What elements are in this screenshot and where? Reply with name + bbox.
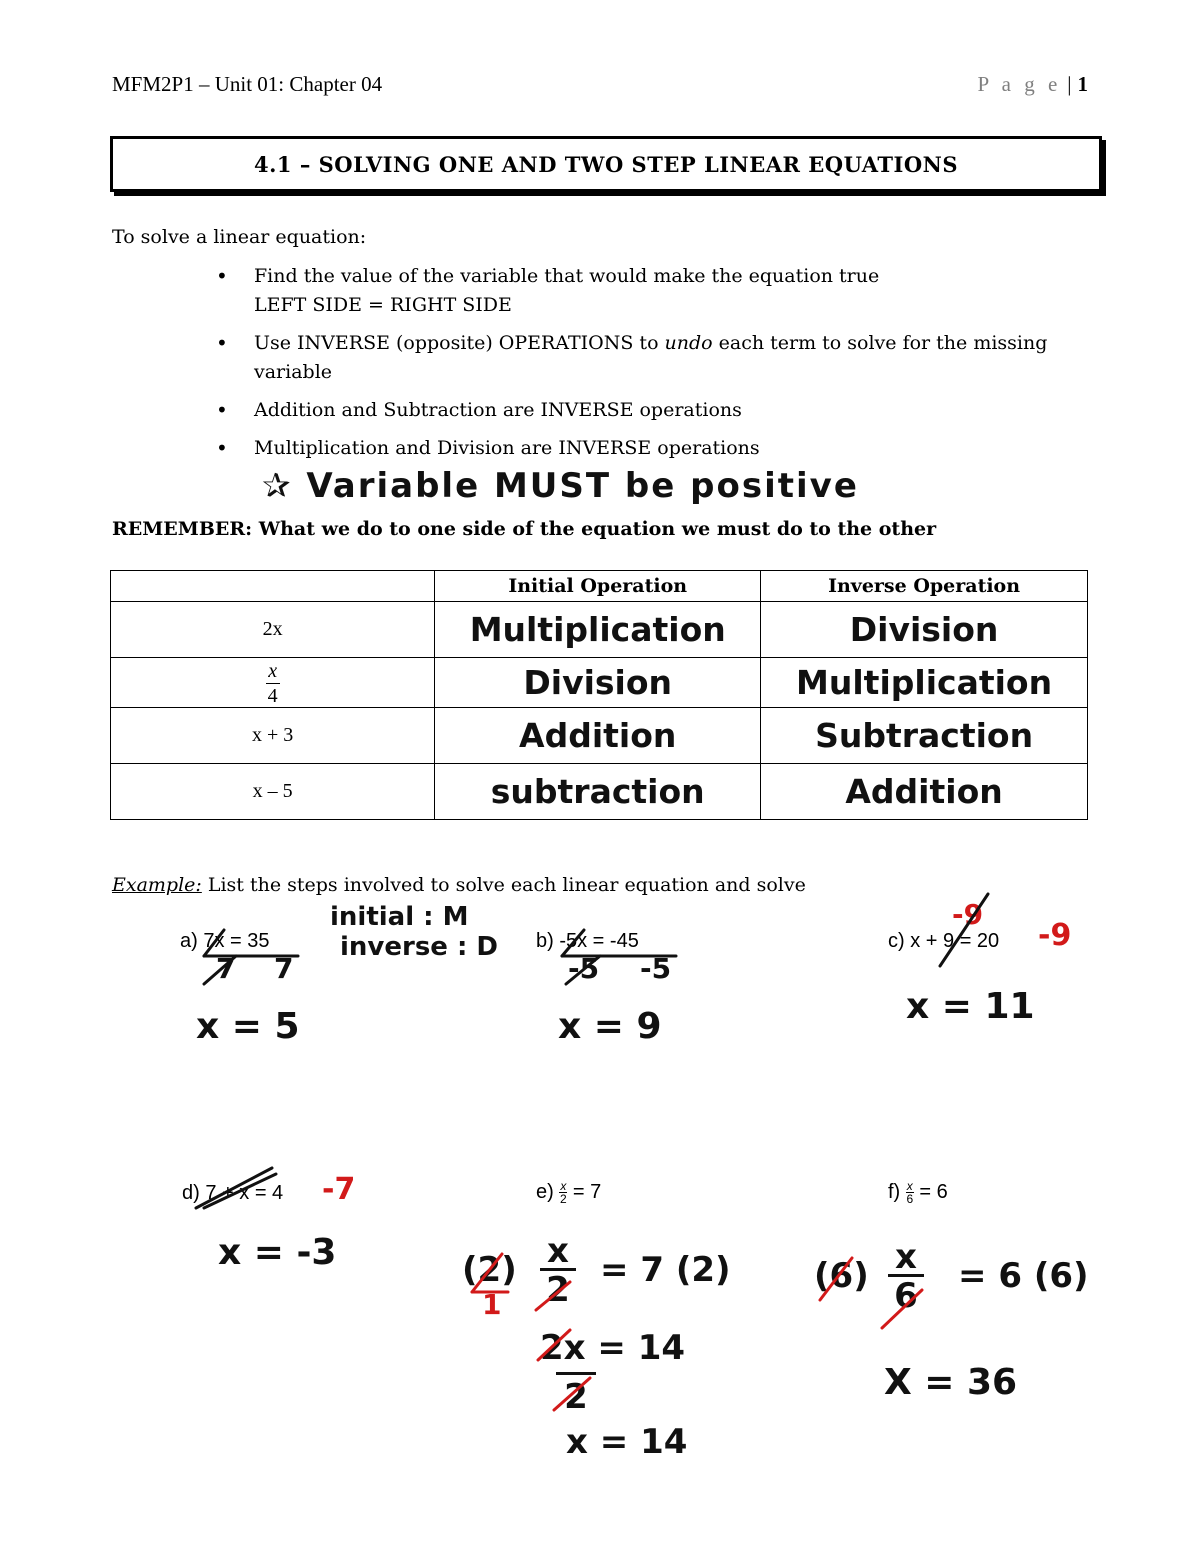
- problem-f-rhs: = 6: [919, 1180, 948, 1203]
- expression-cell: 2x: [111, 602, 435, 658]
- bullet-text: Use INVERSE (opposite) OPERATIONS to: [254, 332, 665, 354]
- inverse-cell: Subtraction: [761, 708, 1088, 764]
- problem-c-equation: c) x + 9 = 20: [888, 930, 1000, 952]
- cancel-stroke: [566, 956, 600, 984]
- cancel-stroke: [204, 956, 236, 984]
- problem-e-answer: x = 14: [566, 1422, 688, 1462]
- fraction-numerator: x: [560, 1179, 567, 1193]
- problem-f-multiplier-left: (6): [814, 1256, 869, 1296]
- header-cell: Inverse Operation: [761, 571, 1088, 602]
- red-cancel-stroke: [554, 1378, 590, 1410]
- bullet-text: Addition and Subtraction are INVERSE operations: [254, 399, 742, 421]
- fraction-numerator: x: [268, 659, 278, 682]
- problem-f-label: f): [888, 1180, 901, 1203]
- cancel-stroke: [204, 1174, 276, 1208]
- problem-d-answer: x = -3: [218, 1232, 337, 1273]
- handwritten-note: ✰ Variable MUST be positive: [262, 466, 859, 506]
- problem-a-answer: x = 5: [196, 1006, 300, 1047]
- bullet-text: Multiplication and Division are INVERSE operations: [254, 437, 760, 459]
- red-cancel-stroke: [882, 1290, 922, 1328]
- problem-b-equation: b) -5x = -45: [536, 930, 639, 952]
- problem-f-answer: X = 36: [884, 1362, 1018, 1403]
- cancel-stroke: [940, 894, 988, 966]
- problem-c-red-right: -9: [1038, 918, 1072, 953]
- bullet-text: • Find the value of the variable that would make the equation true: [254, 265, 880, 287]
- problem-e-rhs: = 7: [572, 1180, 602, 1203]
- red-cancel-stroke: [472, 1254, 502, 1292]
- initial-cell: subtraction: [435, 764, 761, 820]
- expression-cell: x + 3: [111, 708, 435, 764]
- example-label: Example:: [112, 874, 202, 896]
- fraction-denominator: 2: [560, 1192, 567, 1206]
- fraction-denominator: 2: [540, 1268, 576, 1307]
- page-word: P a g e: [977, 72, 1062, 96]
- fraction-denominator: 4: [267, 684, 278, 707]
- problem-e-multiplier-left: (2): [462, 1250, 517, 1290]
- problem-c-answer: x = 11: [906, 986, 1035, 1027]
- problem-e-step-two-denominator: 2: [556, 1372, 596, 1417]
- problem-a-note-inverse: inverse : D: [340, 932, 499, 962]
- fraction-numerator: x: [547, 1231, 569, 1271]
- problem-a-equation: a) 7x = 35: [180, 930, 270, 952]
- initial-cell: Multiplication: [435, 602, 761, 658]
- problem-d-equation: d) 7 + x = 4: [182, 1182, 284, 1204]
- header-cell: Initial Operation: [435, 571, 761, 602]
- problem-a-divisor-right: 7: [274, 952, 294, 985]
- problem-b-divisor-left: -5: [568, 952, 600, 985]
- problem-e-label: e): [536, 1180, 554, 1203]
- remember-text: REMEMBER: What we do to one side of the equation we must do to the other: [112, 518, 937, 540]
- fraction-numerator: x: [895, 1237, 917, 1277]
- bullet-text: each term to solve for the missing variable: [254, 332, 1048, 383]
- initial-cell: Addition: [435, 708, 761, 764]
- course-header: MFM2P1 – Unit 01: Chapter 04: [112, 72, 383, 96]
- inverse-cell: Multiplication: [761, 658, 1088, 708]
- example-text: List the steps involved to solve each linear equation and solve: [201, 874, 806, 896]
- expression-cell: x – 5: [111, 764, 435, 820]
- problem-e-step-two: 2x = 14: [540, 1328, 686, 1368]
- cancel-stroke: [196, 1168, 272, 1208]
- problem-b-divisor-right: -5: [640, 952, 672, 985]
- red-cancel-stroke: [820, 1258, 852, 1300]
- inverse-cell: Division: [761, 602, 1088, 658]
- page-num: 1: [1077, 72, 1088, 96]
- bullet-text: LEFT SIDE = RIGHT SIDE: [254, 294, 512, 316]
- problem-a-note-initial: initial : M: [330, 902, 469, 932]
- page-separator: |: [1067, 72, 1072, 96]
- problem-e-red-one: 1: [482, 1288, 502, 1321]
- fraction-denominator: 6: [906, 1192, 914, 1206]
- cancel-stroke: [204, 930, 224, 956]
- section-title: 4.1 – SOLVING ONE AND TWO STEP LINEAR EQUATIONS: [110, 136, 1102, 192]
- inverse-cell: Addition: [761, 764, 1088, 820]
- problem-b-answer: x = 9: [558, 1006, 662, 1047]
- initial-cell: Division: [435, 658, 761, 708]
- fraction-numerator: x: [906, 1179, 913, 1193]
- problem-a-divisor-left: 7: [216, 952, 236, 985]
- fraction-denominator: 6: [888, 1274, 924, 1313]
- cancel-stroke: [562, 930, 584, 956]
- intro-text: To solve a linear equation:: [112, 226, 367, 248]
- problem-c-red-left: -9: [952, 898, 984, 931]
- red-cancel-stroke: [538, 1330, 570, 1360]
- problem-f-multiplier-right: = 6 (6): [958, 1256, 1089, 1296]
- red-cancel-stroke: [536, 1282, 570, 1310]
- problem-d-red-right: -7: [322, 1172, 356, 1207]
- emphasis-text: undo: [664, 332, 713, 354]
- problem-e-multiplier-right: = 7 (2): [600, 1250, 731, 1290]
